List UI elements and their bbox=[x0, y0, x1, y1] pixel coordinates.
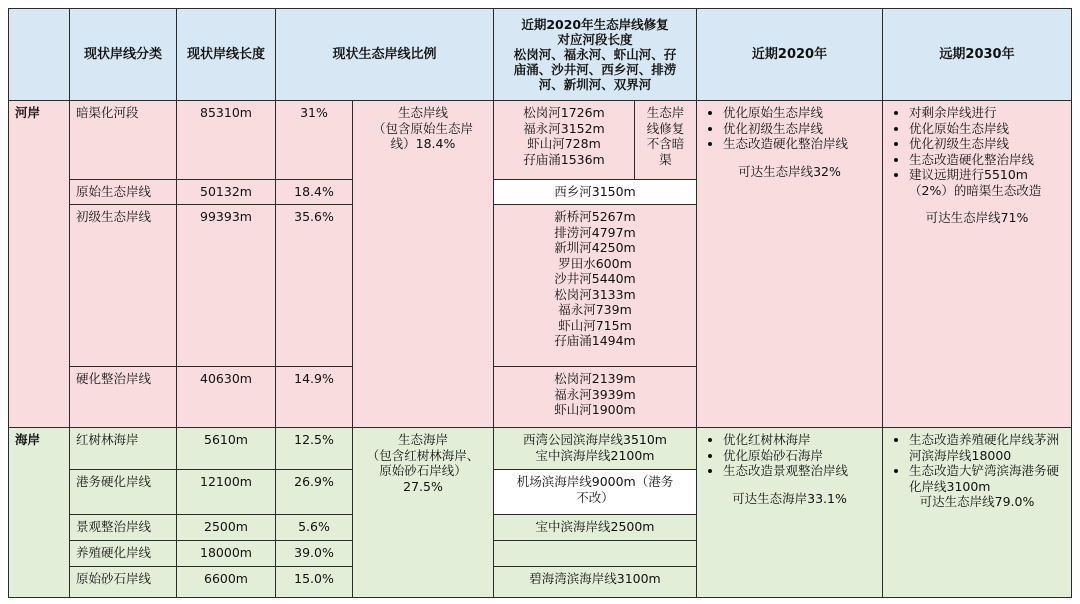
table-row-length bbox=[176, 204, 276, 367]
table-row-ratio bbox=[275, 540, 353, 567]
repair-item: 松岗河2139m bbox=[554, 371, 636, 386]
category-text: 港务硬化岸线 bbox=[76, 474, 152, 489]
summary-line: 27.5% bbox=[403, 478, 443, 494]
header-repair-line: 对应河段长度 bbox=[557, 32, 633, 47]
river-section-label bbox=[8, 100, 70, 428]
note-line: 不含暗 bbox=[646, 136, 685, 151]
ratio-text: 5.6% bbox=[298, 519, 330, 534]
ratio-text: 26.9% bbox=[294, 474, 334, 489]
repair-hardened-list bbox=[493, 366, 697, 428]
category-text: 初级生态岸线 bbox=[76, 209, 152, 224]
repair-item: 不改） bbox=[576, 489, 614, 505]
plan-item: • 对剩余岸线进行 bbox=[909, 105, 1065, 121]
note-line: 生态岸 bbox=[646, 105, 685, 120]
plan-item: • 生态改造硬化整治岸线 bbox=[723, 136, 876, 152]
summary-line: （包含红树林海岸、 bbox=[366, 447, 480, 463]
river-plan-2020 bbox=[696, 100, 883, 428]
repair-item: 新桥河5267m bbox=[554, 209, 636, 224]
repair-original-list bbox=[493, 179, 697, 205]
summary-line: 线）18.4% bbox=[390, 136, 456, 151]
repair-item: 西湾公园滨海岸线3510m bbox=[523, 432, 667, 447]
repair-item: 碧海湾滨海岸线3100m bbox=[529, 571, 661, 586]
coast-label-text: 海岸 bbox=[15, 432, 41, 447]
coast-repair-empty bbox=[493, 540, 697, 567]
plan-item: • 优化初级生态岸线 bbox=[723, 121, 876, 137]
plan-item: • 优化红树林海岸 bbox=[723, 432, 876, 448]
repair-item: 宝中滨海岸线2100m bbox=[535, 447, 655, 463]
header-repair-line: 松岗河、福永河、虾山河、孖 bbox=[513, 47, 677, 62]
plan-item: • 优化原始生态岸线 bbox=[723, 105, 876, 121]
planning-table bbox=[8, 8, 1072, 598]
plan-note: 可达生态岸线79.0% bbox=[919, 494, 1035, 509]
repair-item: 福永河3939m bbox=[554, 386, 636, 402]
ratio-text: 15.0% bbox=[294, 571, 334, 586]
table-row-ratio bbox=[275, 179, 353, 205]
repair-culvert-list bbox=[493, 100, 635, 180]
header-length bbox=[176, 8, 276, 101]
header-blank bbox=[8, 8, 70, 101]
length-text: 18000m bbox=[200, 545, 252, 560]
plan-item: • 优化初级生态岸线 bbox=[909, 136, 1065, 152]
ratio-text: 35.6% bbox=[294, 209, 334, 224]
coast-repair-item bbox=[493, 514, 697, 541]
table-row-ratio bbox=[275, 204, 353, 367]
table-row-ratio bbox=[275, 566, 353, 598]
header-2030 bbox=[882, 8, 1072, 101]
ratio-text: 31% bbox=[300, 105, 328, 120]
table-row-ratio bbox=[275, 100, 353, 180]
repair-item: 虾山河715m bbox=[558, 317, 632, 333]
plan-item: • 生态改造景观整治岸线 bbox=[723, 463, 876, 479]
category-text: 原始生态岸线 bbox=[76, 184, 152, 199]
header-repair bbox=[493, 8, 697, 101]
river-plan-2030 bbox=[882, 100, 1072, 428]
repair-item: 宝中滨海岸线2500m bbox=[535, 519, 655, 534]
table-row-category bbox=[69, 179, 177, 205]
table-row-length bbox=[176, 566, 276, 598]
category-text: 红树林海岸 bbox=[76, 432, 139, 447]
repair-item: 虾山河728m bbox=[527, 136, 601, 151]
table-row-category bbox=[69, 540, 177, 567]
header-2020 bbox=[696, 8, 883, 101]
table-row-length bbox=[176, 427, 276, 470]
header-ratio bbox=[275, 8, 494, 101]
plan-note: 可达生态岸线71% bbox=[925, 210, 1029, 225]
table-row-length bbox=[176, 100, 276, 180]
coast-repair-item bbox=[493, 469, 697, 515]
repair-primary-list bbox=[493, 204, 697, 367]
plan-item: • 生态改造养殖硬化岸线茅洲河滨海岸线18000 bbox=[909, 432, 1065, 463]
header-repair-line: 庙涌、沙井河、西乡河、排涝 bbox=[513, 62, 677, 77]
note-line: 线修复 bbox=[646, 120, 685, 136]
table-row-category bbox=[69, 469, 177, 515]
table-row-category bbox=[69, 514, 177, 541]
ratio-text: 39.0% bbox=[294, 545, 334, 560]
coast-section-label bbox=[8, 427, 70, 598]
repair-item: 松岗河3133m bbox=[554, 286, 636, 302]
plan-item: • 生态改造大铲湾滨海港务硬化岸线3100m bbox=[909, 463, 1065, 494]
repair-item: 松岗河1726m bbox=[523, 105, 605, 120]
plan-note: 可达生态岸线32% bbox=[738, 163, 841, 179]
note-line: 渠 bbox=[659, 151, 672, 167]
length-text: 50132m bbox=[200, 184, 252, 199]
table-row-ratio bbox=[275, 469, 353, 515]
plan-item: • 建议远期进行5510m bbox=[909, 167, 1065, 183]
summary-line: 生态海岸 bbox=[397, 432, 448, 447]
length-text: 5610m bbox=[204, 432, 248, 447]
river-eco-summary bbox=[352, 100, 494, 428]
coast-repair-item bbox=[493, 566, 697, 598]
table-row-ratio bbox=[275, 427, 353, 470]
header-length-text: 现状岸线长度 bbox=[186, 46, 265, 62]
header-category-text: 现状岸线分类 bbox=[83, 46, 162, 62]
plan-item: • 优化原始砂石海岸 bbox=[723, 448, 876, 464]
coast-eco-summary bbox=[352, 427, 494, 598]
ratio-text: 18.4% bbox=[294, 184, 334, 199]
length-text: 40630m bbox=[200, 371, 252, 386]
plan-item: • 生态改造硬化整治岸线 bbox=[909, 152, 1065, 168]
table-row-category bbox=[69, 566, 177, 598]
coast-plan-2030 bbox=[882, 427, 1072, 598]
length-text: 85310m bbox=[200, 105, 252, 120]
header-2020-text: 近期2020年 bbox=[751, 46, 828, 62]
plan-note: 可达生态海岸33.1% bbox=[732, 490, 847, 506]
header-repair-line: 近期2020年生态岸线修复 bbox=[521, 17, 669, 32]
header-category bbox=[69, 8, 177, 101]
table-row-category bbox=[69, 427, 177, 470]
summary-line: 生态岸线 bbox=[397, 105, 448, 120]
category-text: 硬化整治岸线 bbox=[76, 371, 152, 386]
summary-line: 原始砂石岸线） bbox=[379, 463, 467, 478]
table-row-length bbox=[176, 469, 276, 515]
length-text: 99393m bbox=[200, 209, 252, 224]
table-row-length bbox=[176, 514, 276, 541]
ratio-text: 12.5% bbox=[294, 432, 334, 447]
plan-item: • 优化原始生态岸线 bbox=[909, 121, 1065, 137]
header-2030-text: 远期2030年 bbox=[939, 46, 1015, 62]
header-repair-line: 河、新圳河、双界河 bbox=[538, 77, 652, 92]
repair-item: 孖庙涌1536m bbox=[523, 151, 605, 167]
category-text: 原始砂石岸线 bbox=[76, 571, 152, 586]
table-row-length bbox=[176, 179, 276, 205]
repair-item: 沙井河5440m bbox=[554, 271, 636, 286]
coast-plan-2020 bbox=[696, 427, 883, 598]
coast-repair-item bbox=[493, 427, 697, 470]
repair-item: 新圳河4250m bbox=[554, 240, 636, 255]
repair-item: 福永河3152m bbox=[523, 120, 605, 136]
table-row-category bbox=[69, 204, 177, 367]
category-text: 暗渠化河段 bbox=[76, 105, 139, 120]
river-label-text: 河岸 bbox=[15, 105, 41, 120]
repair-item: 虾山河1900m bbox=[554, 402, 636, 417]
length-text: 12100m bbox=[200, 474, 252, 489]
ratio-text: 14.9% bbox=[294, 371, 334, 386]
repair-culvert-note bbox=[634, 100, 697, 180]
category-text: 景观整治岸线 bbox=[76, 519, 152, 534]
table-row-category bbox=[69, 366, 177, 428]
repair-item: 福永河739m bbox=[558, 302, 632, 317]
repair-item: 孖庙涌1494m bbox=[554, 333, 636, 348]
table-row-length bbox=[176, 366, 276, 428]
repair-item: 西乡河3150m bbox=[554, 184, 636, 199]
summary-line: （包含原始生态岸 bbox=[372, 120, 473, 136]
length-text: 2500m bbox=[204, 519, 248, 534]
repair-item: 排涝河4797m bbox=[554, 224, 636, 240]
header-ratio-text: 现状生态岸线比例 bbox=[332, 46, 437, 62]
repair-item: 机场滨海岸线9000m（港务 bbox=[516, 474, 674, 489]
length-text: 6600m bbox=[204, 571, 248, 586]
table-row-ratio bbox=[275, 514, 353, 541]
repair-item: 罗田水600m bbox=[558, 255, 632, 271]
table-row-ratio bbox=[275, 366, 353, 428]
table-row-length bbox=[176, 540, 276, 567]
table-row-category bbox=[69, 100, 177, 180]
category-text: 养殖硬化岸线 bbox=[76, 545, 152, 560]
plan-extra: （2%）的暗渠生态改造 bbox=[909, 182, 1042, 198]
